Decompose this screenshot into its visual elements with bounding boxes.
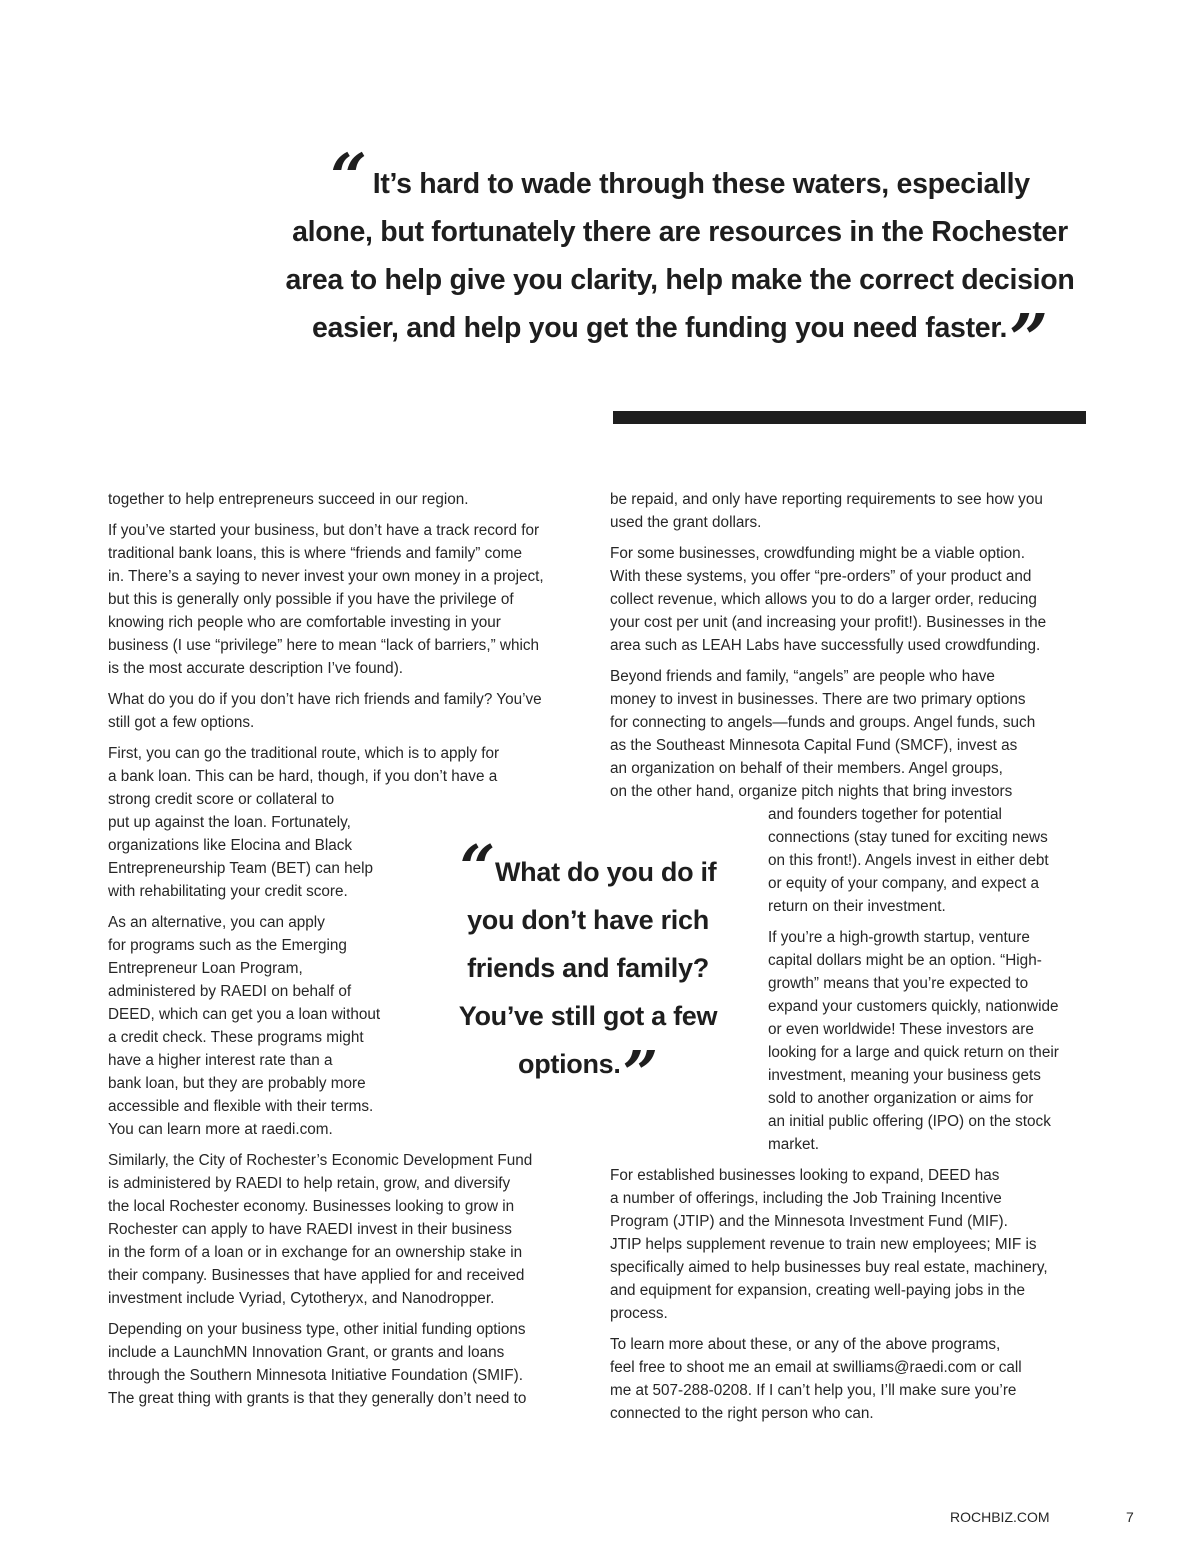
body-paragraph (108, 1318, 544, 1410)
body-paragraph (610, 1333, 1048, 1425)
text-line: Entrepreneurship Team (BET) can help (108, 860, 373, 877)
text-line: Rochester can apply to have RAEDI invest in their business (108, 1221, 512, 1238)
text-line: strong credit score or collateral to (108, 791, 335, 808)
text-line: for programs such as the Emerging (108, 937, 347, 954)
pull-quote-line: options. (518, 1049, 621, 1079)
pull-quote-line: alone, but fortunately there are resources in the Rochester (292, 216, 1068, 248)
text-line: on this front!). Angels invest in either debt (768, 852, 1049, 869)
pull-quote-line: easier, and help you get the funding you need faster. (312, 312, 1008, 344)
text-line: If you’re a high-growth startup, venture (768, 929, 1030, 946)
text-line: Similarly, the City of Rochester’s Economic Development Fund (108, 1152, 533, 1169)
divider-bar (613, 411, 1086, 424)
text-line: or even worldwide! These investors are (768, 1021, 1034, 1038)
text-line: knowing rich people who are comfortable investing in your (108, 614, 501, 631)
text-line: investment include Vyriad, Cytotheryx, and Nanodropper. (108, 1290, 495, 1307)
text-line: administered by RAEDI on behalf of (108, 983, 352, 1000)
text-line: still got a few options. (108, 714, 255, 731)
pull-quote-line: You’ve still got a few (458, 1001, 718, 1031)
text-line: expand your customers quickly, nationwide (768, 998, 1059, 1015)
text-line: accessible and flexible with their terms. (108, 1098, 374, 1115)
text-line: money to invest in businesses. There are two primary options (610, 691, 1026, 708)
text-line: Beyond friends and family, “angels” are people who have (610, 668, 995, 685)
text-line: with rehabilitating your credit score. (108, 883, 348, 900)
text-line: put up against the loan. Fortunately, (108, 814, 351, 831)
text-line: but this is generally only possible if you have the privilege of (108, 591, 514, 608)
right-column-top (610, 488, 1046, 811)
text-line: on the other hand, organize pitch nights that bring investors (610, 783, 1013, 800)
text-line: Program (JTIP) and the Minnesota Investment Fund (MIF). (610, 1213, 1008, 1230)
text-line: connected to the right person who can. (610, 1405, 874, 1422)
text-line: If you’ve started your business, but don’t have a track record for (108, 522, 540, 539)
body-paragraph (108, 688, 544, 734)
body-paragraph (610, 665, 1046, 803)
body-paragraph (610, 488, 1046, 534)
text-line: To learn more about these, or any of the above programs, (610, 1336, 1001, 1353)
text-line: As an alternative, you can apply (108, 914, 325, 931)
pull-quote-top-text: “ It’s hard to wade through these waters, especially alone, but fortunately there are resources in the Rochester area to help give you clarity, help make the correct decision easier, and help you get the funding you need faster.” (285, 140, 1075, 380)
text-line: the local Rochester economy. Businesses looking to grow in (108, 1198, 515, 1215)
body-paragraph (610, 1164, 1048, 1325)
body-paragraph (768, 926, 1059, 1156)
text-line: process. (610, 1305, 668, 1322)
text-line: an organization on behalf of their members. Angel groups, (610, 760, 1003, 777)
text-line: have a higher interest rate than a (108, 1052, 333, 1069)
pull-quote-line: area to help give you clarity, help make the correct decision (285, 264, 1075, 296)
text-line: return on their investment. (768, 898, 946, 915)
text-line: is the most accurate description I’ve found). (108, 660, 404, 677)
text-line: their company. Businesses that have applied for and received (108, 1267, 525, 1284)
text-line: for connecting to angels—funds and groups. Angel funds, such (610, 714, 1036, 731)
text-line: What do you do if you don’t have rich friends and family? You’ve (108, 691, 542, 708)
body-paragraph (108, 519, 544, 680)
pull-quote-inline-text: “What do you do if you don’t have rich friends and family? You’ve still got a few options.” (458, 831, 718, 1110)
text-line: looking for a large and quick return on their (768, 1044, 1059, 1061)
text-line: You can learn more at raedi.com. (108, 1121, 333, 1138)
body-paragraph (108, 1149, 544, 1310)
pull-quote-line: It’s hard to wade through these waters, especially (372, 168, 1030, 200)
pull-quote-inline (432, 831, 744, 1110)
text-line: DEED, which can get you a loan without (108, 1006, 381, 1023)
text-line: market. (768, 1136, 819, 1153)
text-line: growth” means that you’re expected to (768, 975, 1029, 992)
text-line: be repaid, and only have reporting requirements to see how you (610, 491, 1043, 508)
text-line: used the grant dollars. (610, 514, 762, 531)
text-line: or equity of your company, and expect a (768, 875, 1039, 892)
text-line: The great thing with grants is that they generally don’t need to (108, 1390, 527, 1407)
text-line: your cost per unit (and increasing your profit!). Businesses in the (610, 614, 1047, 631)
text-line: a credit check. These programs might (108, 1029, 364, 1046)
pull-quote-line: friends and family? (467, 953, 709, 983)
right-column-narrow (768, 803, 1059, 1164)
text-line: organizations like Elocina and Black (108, 837, 353, 854)
text-line: business (I use “privilege” here to mean “lack of barriers,” which (108, 637, 540, 654)
text-line: traditional bank loans, this is where “friends and family” come (108, 545, 523, 562)
text-line: and equipment for expansion, creating well-paying jobs in the (610, 1282, 1025, 1299)
text-line: feel free to shoot me an email at swilliams@raedi.com or call (610, 1359, 1022, 1376)
text-line: in the form of a loan or in exchange for an ownership stake in (108, 1244, 523, 1261)
text-line: collect revenue, which allows you to do a larger order, reducing (610, 591, 1037, 608)
footer-site-url: ROCHBIZ.COM (950, 1509, 1050, 1525)
text-line: is administered by RAEDI to help retain, grow, and diversify (108, 1175, 511, 1192)
text-line: a number of offerings, including the Job Training Incentive (610, 1190, 1002, 1207)
right-column-bottom (610, 1164, 1048, 1433)
body-paragraph (610, 542, 1046, 657)
pull-quote-line: What do you do if (495, 857, 717, 887)
text-line: connections (stay tuned for exciting news (768, 829, 1048, 846)
page-number: 7 (1126, 1509, 1134, 1525)
text-line: an initial public offering (IPO) on the stock (768, 1113, 1051, 1130)
text-line: a bank loan. This can be hard, though, if you don’t have a (108, 768, 498, 785)
text-line: For some businesses, crowdfunding might be a viable option. (610, 545, 1025, 562)
text-line: as the Southeast Minnesota Capital Fund (SMCF), invest as (610, 737, 1018, 754)
text-line: through the Southern Minnesota Initiative Foundation (SMIF). (108, 1367, 523, 1384)
text-line: bank loan, but they are probably more (108, 1075, 366, 1092)
text-line: together to help entrepreneurs succeed in our region. (108, 491, 469, 508)
text-line: Entrepreneur Loan Program, (108, 960, 303, 977)
text-line: in. There’s a saying to never invest your own money in a project, (108, 568, 544, 585)
body-paragraph (108, 488, 544, 511)
body-paragraph (768, 803, 1059, 918)
text-line: sold to another organization or aims for (768, 1090, 1034, 1107)
pull-quote-line: you don’t have rich (467, 905, 709, 935)
text-line: For established businesses looking to expand, DEED has (610, 1167, 1000, 1184)
pull-quote-top (262, 140, 1098, 380)
text-line: and founders together for potential (768, 806, 1002, 823)
text-line: investment, meaning your business gets (768, 1067, 1041, 1084)
text-line: capital dollars might be an option. “High- (768, 952, 1042, 969)
text-line: specifically aimed to help businesses buy real estate, machinery, (610, 1259, 1048, 1276)
text-line: First, you can go the traditional route, which is to apply for (108, 745, 500, 762)
text-line: With these systems, you offer “pre-orders” of your product and (610, 568, 1032, 585)
text-line: include a LaunchMN Innovation Grant, or grants and loans (108, 1344, 505, 1361)
text-line: area such as LEAH Labs have successfully used crowdfunding. (610, 637, 1041, 654)
text-line: Depending on your business type, other initial funding options (108, 1321, 526, 1338)
text-line: JTIP helps supplement revenue to train new employees; MIF is (610, 1236, 1037, 1253)
text-line: me at 507-288-0208. If I can’t help you, I’ll make sure you’re (610, 1382, 1017, 1399)
